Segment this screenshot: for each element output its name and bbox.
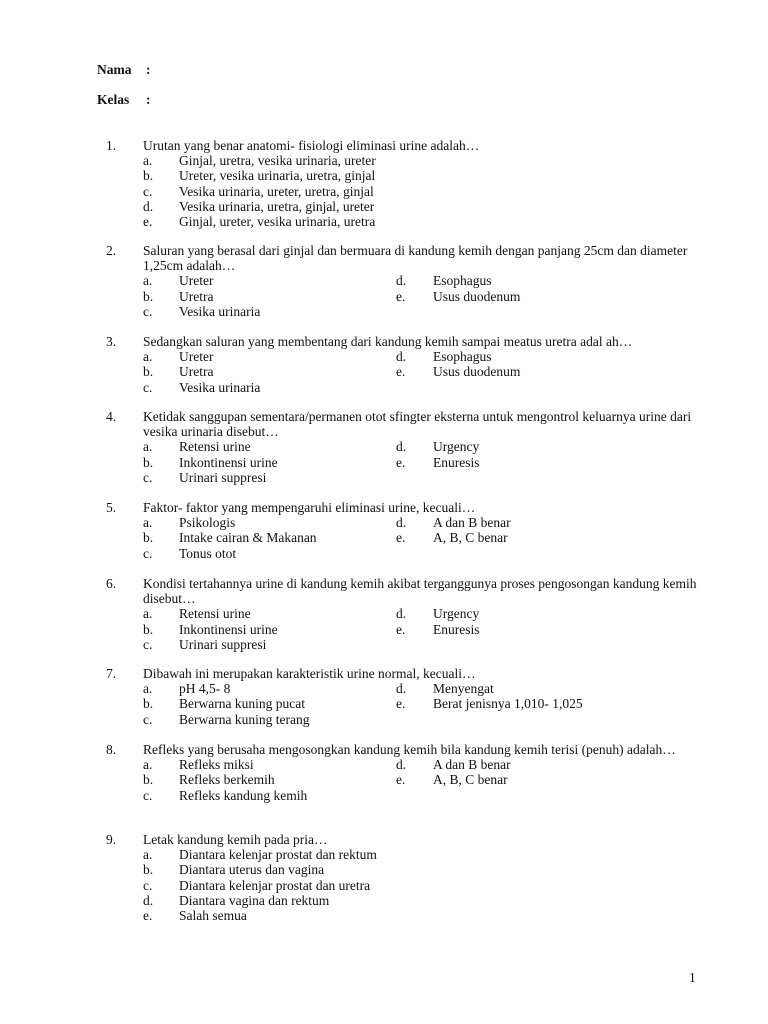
option-letter: d. [396,439,407,455]
option-text: Urinari suppresi [179,636,267,652]
question-text: Dibawah ini merupakan karakteristik urine normal, kecuali… [143,666,476,681]
option-letter: b. [143,288,154,304]
option-row [0,199,768,214]
question-item [0,334,768,395]
option-text: Urinari suppresi [179,469,267,485]
option-row [0,184,768,199]
option-text: A dan B benar [433,515,511,531]
question-text: Faktor- faktor yang mempengaruhi eliminasi urine, kecuali… [143,500,476,515]
option-letter: c. [143,545,153,561]
option-text: A, B, C benar [433,530,508,546]
option-letter: e. [143,213,153,229]
option-letter: a. [143,153,153,169]
question-item [0,138,768,229]
option-letter: e. [396,530,406,546]
question-item [0,832,768,923]
option-row [0,515,768,530]
option-letter: a. [143,681,153,697]
option-text: Urgency [433,439,480,455]
option-letter: d. [396,757,407,773]
option-text: Diantara vagina dan rektum [179,892,330,908]
option-text: Berwarna kuning terang [179,711,310,727]
option-text: Berwarna kuning pucat [179,696,305,712]
option-text: Inkontinensi urine [179,621,278,637]
option-row [0,470,768,485]
option-letter: d. [396,349,407,365]
option-row [0,681,768,696]
question-number: 2. [106,243,117,258]
option-text: Usus duodenum [433,288,521,304]
question-number: 1. [106,138,117,153]
question-number: 9. [106,832,117,847]
option-text: Enuresis [433,454,480,470]
option-text: Refleks miksi [179,757,254,773]
question-item [0,500,768,561]
option-row [0,757,768,772]
option-letter: d. [143,198,154,214]
question-number: 8. [106,742,117,757]
question-text: Ketidak sanggupan sementara/permanen otot sfingter eksterna untuk mengontrol keluarnya urine dari vesika urinaria disebut… [143,409,692,440]
option-text: Enuresis [433,621,480,637]
name-field [97,62,151,77]
option-row [0,788,768,803]
option-text: Esophagus [433,349,492,365]
option-row [0,364,768,379]
option-row [0,304,768,319]
option-text: Vesika urinaria [179,379,261,395]
question-text: Urutan yang benar anatomi- fisiologi eliminasi urine adalah… [143,138,480,153]
question-text: Letak kandung kemih pada pria… [143,832,328,847]
option-row [0,349,768,364]
question-item [0,243,768,319]
option-row [0,546,768,561]
option-text: Ureter [179,349,214,365]
option-row [0,696,768,711]
option-letter: e. [396,288,406,304]
option-row [0,380,768,395]
option-text: A dan B benar [433,757,511,773]
option-row [0,289,768,304]
option-row [0,878,768,893]
option-row [0,637,768,652]
option-text: Ureter, vesika urinaria, uretra, ginjal [179,168,376,184]
option-letter: b. [143,364,154,380]
option-row [0,712,768,727]
option-letter: a. [143,847,153,863]
question-number: 7. [106,666,117,681]
option-text: Uretra [179,364,214,380]
option-text: Diantara kelenjar prostat dan uretra [179,877,371,893]
question-number: 4. [106,409,117,424]
option-text: Retensi urine [179,606,251,622]
option-letter: e. [396,772,406,788]
option-letter: b. [143,530,154,546]
question-text: Kondisi tertahannya urine di kandung kemih akibat terganggunya proses pengosongan kandung kemih disebut… [143,576,697,607]
option-row [0,772,768,787]
option-letter: a. [143,349,153,365]
option-letter: c. [143,711,153,727]
option-row [0,908,768,923]
option-letter: b. [143,862,154,878]
option-text: Menyengat [433,681,494,697]
option-text: Refleks kandung kemih [179,787,308,803]
class-field [97,92,151,107]
option-letter: c. [143,183,153,199]
option-letter: a. [143,439,153,455]
option-text: Intake cairan & Makanan [179,530,317,546]
question-item [0,666,768,727]
option-text: Ginjal, ureter, vesika urinaria, uretra [179,213,376,229]
option-letter: e. [396,454,406,470]
question-item [0,409,768,485]
option-text: A, B, C benar [433,772,508,788]
option-letter: b. [143,772,154,788]
option-text: Vesika urinaria [179,303,261,319]
option-letter: d. [396,273,407,289]
option-text: Ureter [179,273,214,289]
option-letter: b. [143,621,154,637]
option-text: Esophagus [433,273,492,289]
option-letter: b. [143,168,154,184]
option-row [0,847,768,862]
option-text: Psikologis [179,515,236,531]
option-text: Salah semua [179,907,247,923]
option-row [0,455,768,470]
option-text: Usus duodenum [433,364,521,380]
name-label: Nama [97,62,132,77]
option-letter: e. [396,364,406,380]
option-text: Inkontinensi urine [179,454,278,470]
question-text: Refleks yang berusaha mengosongkan kandung kemih bila kandung kemih terisi (penuh) adalah… [143,742,676,757]
option-row [0,893,768,908]
option-letter: d. [396,606,407,622]
question-number: 6. [106,576,117,591]
option-row [0,862,768,877]
option-letter: a. [143,273,153,289]
question-item [0,576,768,652]
option-row [0,153,768,168]
option-letter: a. [143,757,153,773]
option-letter: a. [143,606,153,622]
option-row [0,439,768,454]
option-letter: d. [396,515,407,531]
question-item [0,742,768,803]
option-letter: c. [143,469,153,485]
option-letter: b. [143,454,154,470]
option-text: Tonus otot [179,545,237,561]
option-row [0,168,768,183]
option-text: Refleks berkemih [179,772,275,788]
option-text: pH 4,5- 8 [179,681,231,697]
option-letter: d. [396,681,407,697]
option-text: Berat jenisnya 1,010- 1,025 [433,696,583,712]
option-letter: e. [143,907,153,923]
question-text: Saluran yang berasal dari ginjal dan bermuara di kandung kemih dengan panjang 25cm dan diameter 1,25cm adalah… [143,243,688,274]
option-row [0,273,768,288]
option-letter: e. [396,696,406,712]
option-row [0,606,768,621]
question-number: 3. [106,334,117,349]
option-row [0,530,768,545]
option-text: Diantara uterus dan vagina [179,862,325,878]
option-letter: d. [143,892,154,908]
option-text: Diantara kelenjar prostat dan rektum [179,847,377,863]
question-text: Sedangkan saluran yang membentang dari kandung kemih sampai meatus uretra adal ah… [143,334,633,349]
option-text: Vesika urinaria, uretra, ginjal, ureter [179,198,375,214]
option-text: Uretra [179,288,214,304]
option-letter: a. [143,515,153,531]
class-label: Kelas [97,92,130,107]
name-colon: : [146,62,151,77]
option-text: Vesika urinaria, ureter, uretra, ginjal [179,183,374,199]
option-letter: e. [396,621,406,637]
option-text: Retensi urine [179,439,251,455]
option-letter: b. [143,696,154,712]
option-letter: c. [143,303,153,319]
option-letter: c. [143,877,153,893]
option-text: Ginjal, uretra, vesika urinaria, ureter [179,153,376,169]
option-row [0,622,768,637]
class-colon: : [146,92,151,107]
option-letter: c. [143,379,153,395]
page-number: 1 [689,970,696,985]
option-letter: c. [143,787,153,803]
option-text: Urgency [433,606,480,622]
question-number: 5. [106,500,117,515]
option-letter: c. [143,636,153,652]
option-row [0,214,768,229]
